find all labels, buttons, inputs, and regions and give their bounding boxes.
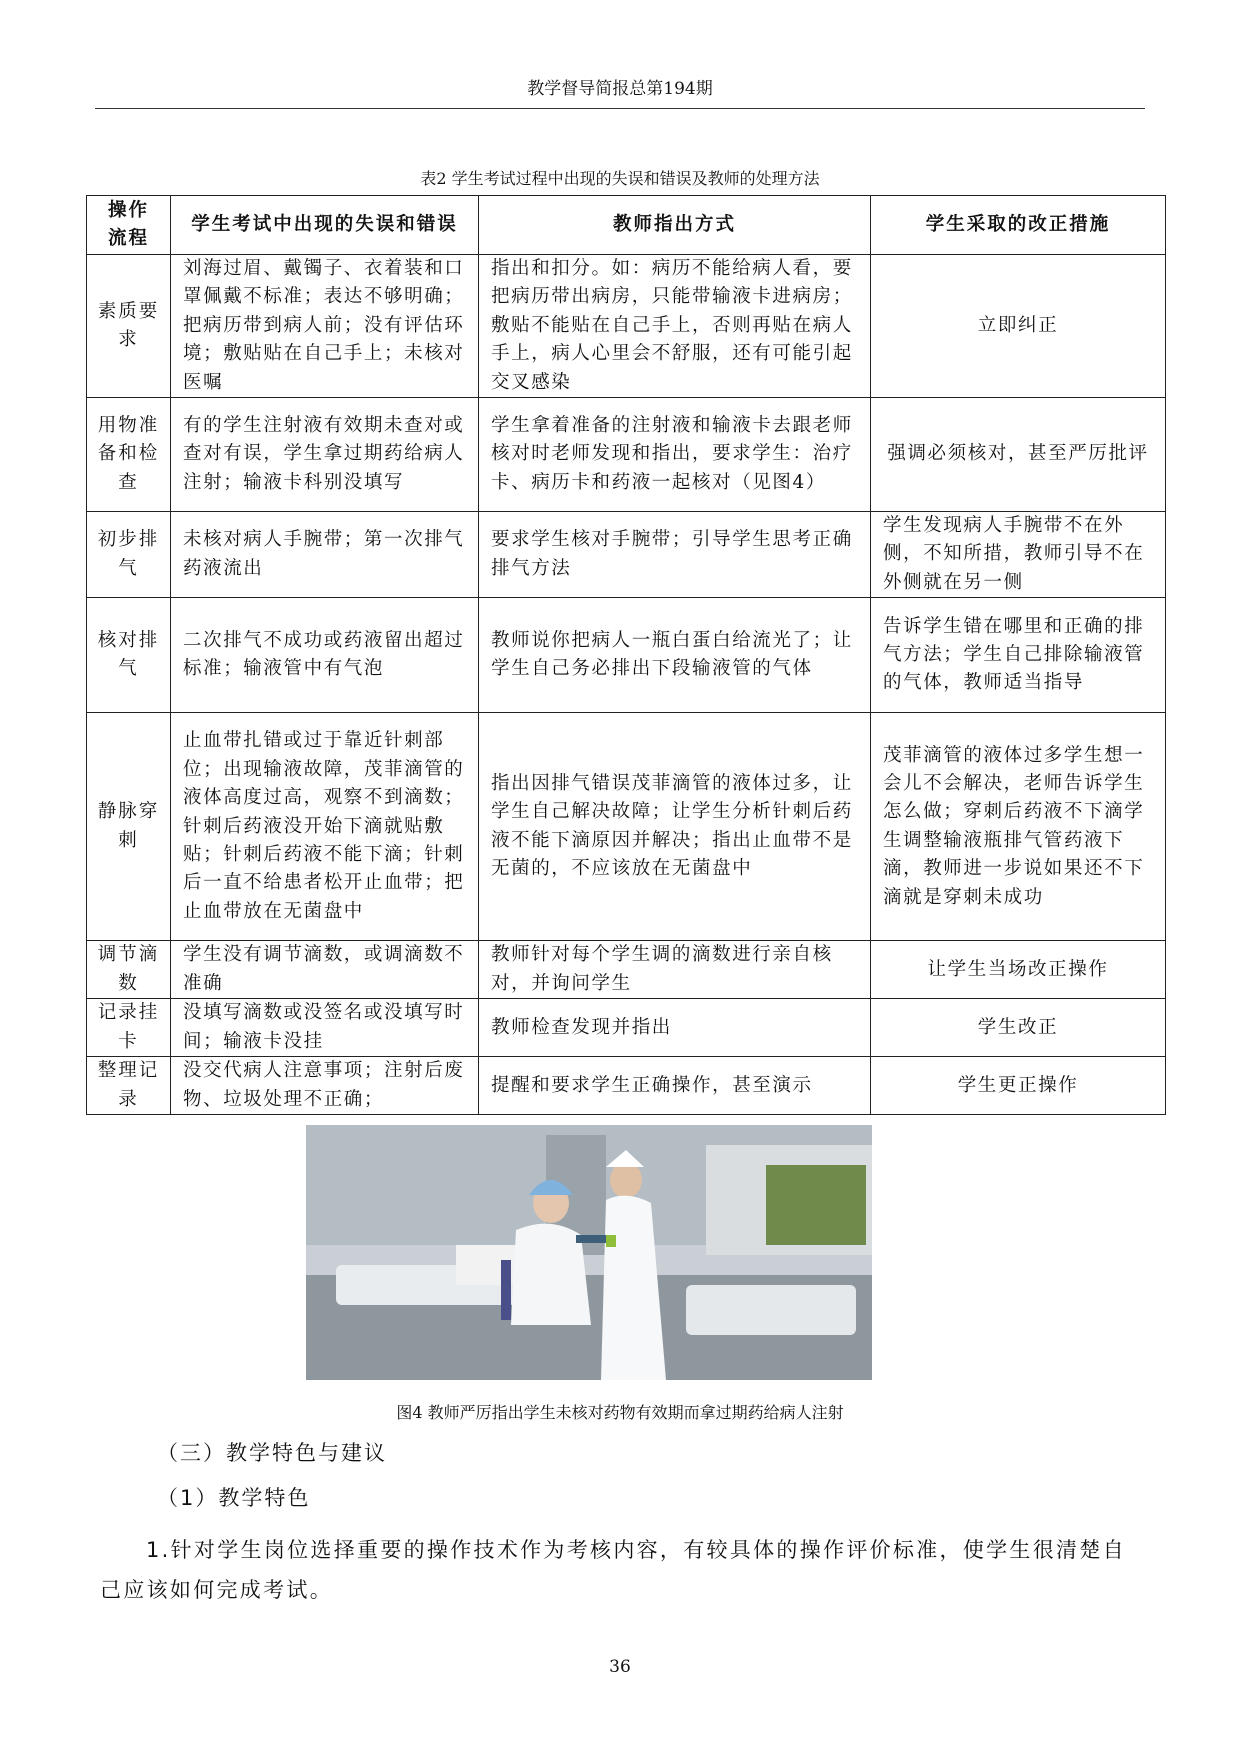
table-row bbox=[87, 941, 1166, 999]
page-number: 36 bbox=[609, 1657, 631, 1677]
row-teacher: 提醒和要求学生正确操作，甚至演示 bbox=[479, 1057, 871, 1115]
row-teacher: 教师检查发现并指出 bbox=[479, 999, 871, 1057]
table-caption: 表2 学生考试过程中出现的失误和错误及教师的处理方法 bbox=[420, 169, 820, 188]
figure-photo-illustration bbox=[306, 1125, 872, 1380]
row-step: 静脉穿刺 bbox=[87, 713, 171, 941]
row-errors: 二次排气不成功或药液留出超过标准；输液管中有气泡 bbox=[171, 598, 479, 713]
row-teacher: 教师针对每个学生调的滴数进行亲自核对，并询问学生 bbox=[479, 941, 871, 999]
table-row bbox=[87, 598, 1166, 713]
section-paragraph: 1.针对学生岗位选择重要的操作技术作为考核内容，有较具体的操作评价标准，使学生很清楚自己应该如何完成考试。 bbox=[100, 1538, 1126, 1602]
table-row bbox=[87, 255, 1166, 398]
header-teacher: 教师指出方式 bbox=[479, 196, 871, 255]
header-fix: 学生采取的改正措施 bbox=[871, 196, 1166, 255]
row-errors: 有的学生注射液有效期未查对或查对有误，学生拿过期药给病人注射；输液卡科别没填写 bbox=[171, 398, 479, 512]
row-errors: 刘海过眉、戴镯子、衣着装和口罩佩戴不标准；表达不够明确；把病历带到病人前；没有评估环境；敷贴贴在自己手上；未核对医嘱 bbox=[171, 255, 479, 398]
row-fix: 强调必须核对，甚至严厉批评 bbox=[871, 398, 1166, 512]
row-step: 核对排气 bbox=[87, 598, 171, 713]
row-errors: 没交代病人注意事项；注射后废物、垃圾处理不正确； bbox=[171, 1057, 479, 1115]
row-errors: 未核对病人手腕带；第一次排气药液流出 bbox=[171, 512, 479, 598]
row-teacher: 指出因排气错误茂菲滴管的液体过多，让学生自己解决故障；让学生分析针刺后药液不能下滴原因并解决；指出止血带不是无菌的，不应该放在无菌盘中 bbox=[479, 713, 871, 941]
row-step: 调节滴数 bbox=[87, 941, 171, 999]
row-errors: 止血带扎错或过于靠近针刺部位；出现输液故障，茂菲滴管的液体高度过高，观察不到滴数；针刺后药液没开始下滴就贴敷贴；针刺后药液不能下滴；针刺后一直不给患者松开止血带；把止血带放在无菌盘中 bbox=[171, 713, 479, 941]
row-teacher: 指出和扣分。如：病历不能给病人看，要把病历带出病房，只能带输液卡进病房；敷贴不能贴在自己手上，否则再贴在病人手上，病人心里会不舒服，还有可能引起交叉感染 bbox=[479, 255, 871, 398]
table-row bbox=[87, 512, 1166, 598]
page-header-title: 教学督导简报总第194期 bbox=[527, 79, 713, 99]
row-fix: 告诉学生错在哪里和正确的排气方法；学生自己排除输液管的气体，教师适当指导 bbox=[871, 598, 1166, 713]
row-teacher: 教师说你把病人一瓶白蛋白给流光了；让学生自己务必排出下段输液管的气体 bbox=[479, 598, 871, 713]
table-row bbox=[87, 713, 1166, 941]
row-fix: 茂菲滴管的液体过多学生想一会儿不会解决，老师告诉学生怎么做；穿刺后药液不下滴学生调整输液瓶排气管药液下滴，教师进一步说如果还不下滴就是穿刺未成功 bbox=[871, 713, 1166, 941]
row-fix: 让学生当场改正操作 bbox=[871, 941, 1166, 999]
header-step: 操作流程 bbox=[87, 196, 171, 255]
table-row bbox=[87, 398, 1166, 512]
row-fix: 立即纠正 bbox=[871, 255, 1166, 398]
row-fix: 学生更正操作 bbox=[871, 1057, 1166, 1115]
table-header-row bbox=[87, 196, 1166, 255]
row-step: 整理记录 bbox=[87, 1057, 171, 1115]
row-fix: 学生改正 bbox=[871, 999, 1166, 1057]
row-step: 初步排气 bbox=[87, 512, 171, 598]
figure-caption: 图4 教师严厉指出学生未核对药物有效期而拿过期药给病人注射 bbox=[396, 1403, 844, 1422]
row-step: 记录挂卡 bbox=[87, 999, 171, 1057]
row-errors: 没填写滴数或没签名或没填写时间；输液卡没挂 bbox=[171, 999, 479, 1057]
row-step: 素质要求 bbox=[87, 255, 171, 398]
row-fix: 学生发现病人手腕带不在外侧，不知所措，教师引导不在外侧就在另一侧 bbox=[871, 512, 1166, 598]
table-row bbox=[87, 1057, 1166, 1115]
table-row bbox=[87, 999, 1166, 1057]
row-errors: 学生没有调节滴数，或调滴数不准确 bbox=[171, 941, 479, 999]
section-heading: （三）教学特色与建议 bbox=[157, 1441, 387, 1465]
page-header bbox=[95, 70, 1145, 109]
figure-photo bbox=[306, 1125, 872, 1380]
row-teacher: 要求学生核对手腕带；引导学生思考正确排气方法 bbox=[479, 512, 871, 598]
row-teacher: 学生拿着准备的注射液和输液卡去跟老师核对时老师发现和指出，要求学生：治疗卡、病历卡和药液一起核对（见图4） bbox=[479, 398, 871, 512]
section-subheading: （1）教学特色 bbox=[157, 1486, 311, 1510]
row-step: 用物准备和检查 bbox=[87, 398, 171, 512]
error-table bbox=[86, 195, 1166, 1115]
header-errors: 学生考试中出现的失误和错误 bbox=[171, 196, 479, 255]
